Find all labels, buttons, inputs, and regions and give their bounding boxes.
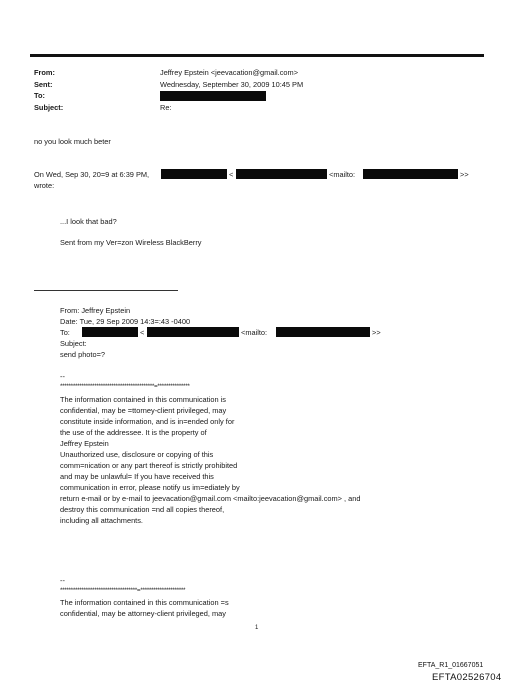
from-label: From:: [34, 68, 55, 77]
redaction-name-1: [161, 169, 227, 179]
fwd-subject: Subject:: [60, 339, 87, 348]
page-number: 1: [255, 625, 259, 631]
quote-lt: <: [229, 170, 234, 179]
disclaimer1-line: destroy this communication =nd all copies thereof,: [60, 505, 225, 514]
fwd-subject-text: send photo=?: [60, 350, 106, 359]
disclaimer1-stars: ********************************************=***************: [60, 383, 190, 390]
redaction-to: [160, 91, 266, 101]
disclaimer2-line: The information contained in this communication =s: [60, 598, 229, 607]
disclaimer1-dashes: --: [60, 372, 65, 381]
quote-line-1: ...I look that bad?: [60, 217, 117, 226]
redaction-fwd-email: [147, 327, 239, 337]
subject-value: Re:: [160, 103, 172, 112]
subject-label: Subject:: [34, 103, 64, 112]
reply-text: no you look much beter: [34, 137, 111, 146]
disclaimer2-stars: ************************************=*********************: [60, 587, 186, 594]
fwd-mailto: <mailto:: [241, 328, 268, 337]
fwd-date: Date: Tue, 29 Sep 2009 14:3=:43 -0400: [60, 317, 191, 326]
sent-value: Wednesday, September 30, 2009 10:45 PM: [160, 80, 304, 89]
disclaimer2-line: confidential, may be attorney-client privileged, may: [60, 609, 226, 618]
sent-label: Sent:: [34, 80, 53, 89]
disclaimer1-line: and may be unlawful= If you have received this: [60, 472, 214, 481]
disclaimer1-line: Jeffrey Epstein: [60, 439, 109, 448]
redaction-email-1: [236, 169, 327, 179]
disclaimer1-line: including all attachments.: [60, 516, 143, 525]
quote-gtgt: >>: [460, 170, 469, 179]
quote-wrote: wrote:: [34, 181, 55, 190]
quote-mailto: <mailto:: [329, 170, 356, 179]
disclaimer1-line: Unauthorized use, disclosure or copying of this: [60, 450, 214, 459]
disclaimer1-line: constitute inside information, and is in=ended only for: [60, 417, 235, 426]
disclaimer1-line: The information contained in this communication is: [60, 395, 226, 404]
fwd-from: From: Jeffrey Epstein: [60, 306, 131, 315]
disclaimer1-line: the use of the addressee. It is the property of: [60, 428, 207, 437]
quote-separator: [34, 290, 178, 291]
from-value: Jeffrey Epstein <jeevacation@gmail.com>: [160, 68, 299, 77]
disclaimer2-dashes: --: [60, 576, 65, 585]
footer-id-1: EFTA_R1_01667051: [418, 662, 484, 669]
redaction-fwd-mailto: [276, 327, 370, 337]
quote-intro: On Wed, Sep 30, 20=9 at 6:39 PM,: [34, 170, 150, 179]
disclaimer1-line: comm=nication or any part thereof is strictly prohibited: [60, 461, 238, 470]
fwd-gtgt: >>: [372, 328, 381, 337]
quote-line-2: Sent from my Ver=zon Wireless BlackBerry: [60, 238, 202, 247]
fwd-to: To:: [60, 328, 70, 337]
disclaimer1-line: communication in error, please notify us im=ediately by: [60, 483, 240, 492]
fwd-lt: <: [140, 328, 145, 337]
disclaimer1-line: confidential, may be =ttorney-client privileged, may: [60, 406, 227, 415]
header-rule: [30, 54, 484, 57]
footer-id-2: EFTA02526704: [432, 672, 502, 683]
disclaimer1-line: return e-mail or by e-mail to jeevacation@gmail.com <mailto:jeevacation@gmail.com> , and: [60, 494, 361, 503]
to-label: To:: [34, 91, 45, 100]
redaction-mailto-1: [363, 169, 458, 179]
redaction-fwd-name: [82, 327, 138, 337]
